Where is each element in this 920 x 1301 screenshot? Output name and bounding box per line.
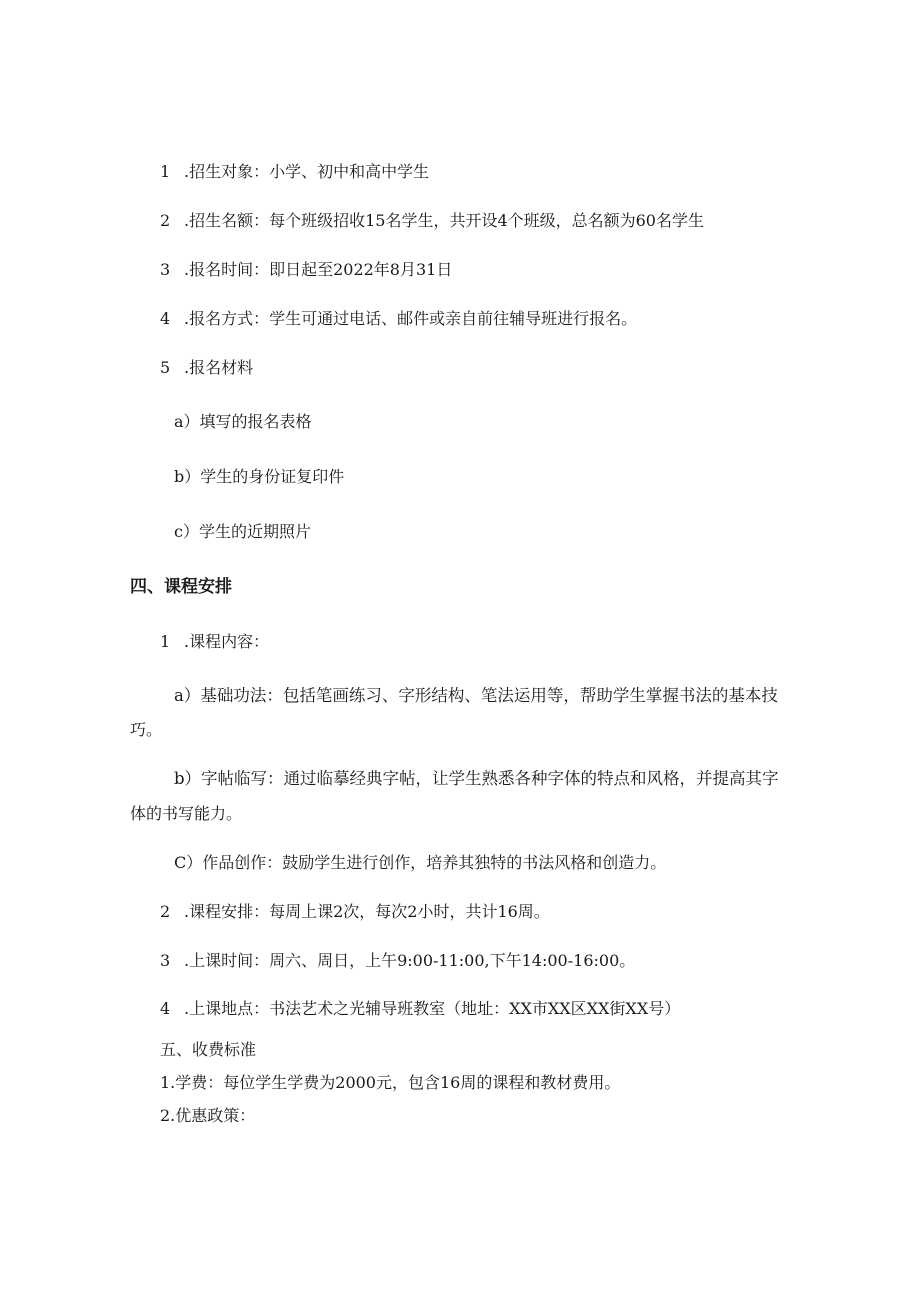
course-content-a-line2: 巧。 (130, 720, 163, 739)
section-heading-4: 四、课程安排 (130, 577, 232, 597)
material-item-a: a）填写的报名表格 (174, 412, 312, 431)
course-content-a-line1: a）基础功法：包括笔画练习、字形结构、笔法运用等，帮助学生掌握书法的基本技 (174, 686, 778, 705)
item-text: .课程内容： (184, 632, 270, 651)
item-text: .课程安排：每周上课2次，每次2小时，共计16周。 (184, 902, 550, 921)
item-number: 4 (160, 999, 171, 1018)
class-time (160, 949, 635, 973)
item-number: 2 (160, 211, 171, 230)
item-number: 1 (160, 632, 171, 651)
enrollment-item-5 (160, 356, 253, 380)
enrollment-item-1 (160, 160, 429, 184)
material-item-c: c）学生的近期照片 (174, 522, 311, 541)
enrollment-item-2 (160, 209, 704, 233)
item-number: 5 (160, 358, 171, 377)
discount-policy-line: 2.优惠政策： (160, 1106, 256, 1125)
course-content-b-line1: b）字帖临写：通过临摹经典字帖，让学生熟悉各种字体的特点和风格，并提高其字 (174, 769, 779, 788)
tuition-line: 1.学费：每位学生学费为2000元，包含16周的课程和教材费用。 (160, 1073, 621, 1092)
course-content-c: C）作品创作：鼓励学生进行创作，培养其独特的书法风格和创造力。 (174, 853, 667, 872)
item-text: .上课地点：书法艺术之光辅导班教室（地址：XX市XX区XX街XX号） (184, 999, 681, 1018)
item-number: 4 (160, 309, 171, 328)
section-heading-5: 五、收费标准 (160, 1040, 257, 1059)
item-number: 2 (160, 902, 171, 921)
item-text: .报名时间：即日起至2022年8月31日 (184, 260, 453, 279)
item-number: 3 (160, 951, 171, 970)
course-content-label (160, 630, 269, 654)
item-number: 1 (160, 162, 171, 181)
item-text: .招生对象：小学、初中和高中学生 (184, 162, 430, 181)
course-content-b-line2: 体的书写能力。 (130, 804, 243, 823)
item-text: .报名材料 (184, 358, 254, 377)
material-item-b: b）学生的身份证复印件 (174, 467, 345, 486)
enrollment-item-4 (160, 307, 637, 331)
item-number: 3 (160, 260, 171, 279)
item-text: .报名方式：学生可通过电话、邮件或亲自前往辅导班进行报名。 (184, 309, 638, 328)
class-location (160, 997, 680, 1021)
enrollment-item-3 (160, 258, 452, 282)
item-text: .上课时间：周六、周日，上午9:00-11:00,下午14:00-16:00。 (184, 951, 636, 970)
course-schedule (160, 900, 550, 924)
item-text: .招生名额：每个班级招收15名学生，共开设4个班级，总名额为60名学生 (184, 211, 704, 230)
